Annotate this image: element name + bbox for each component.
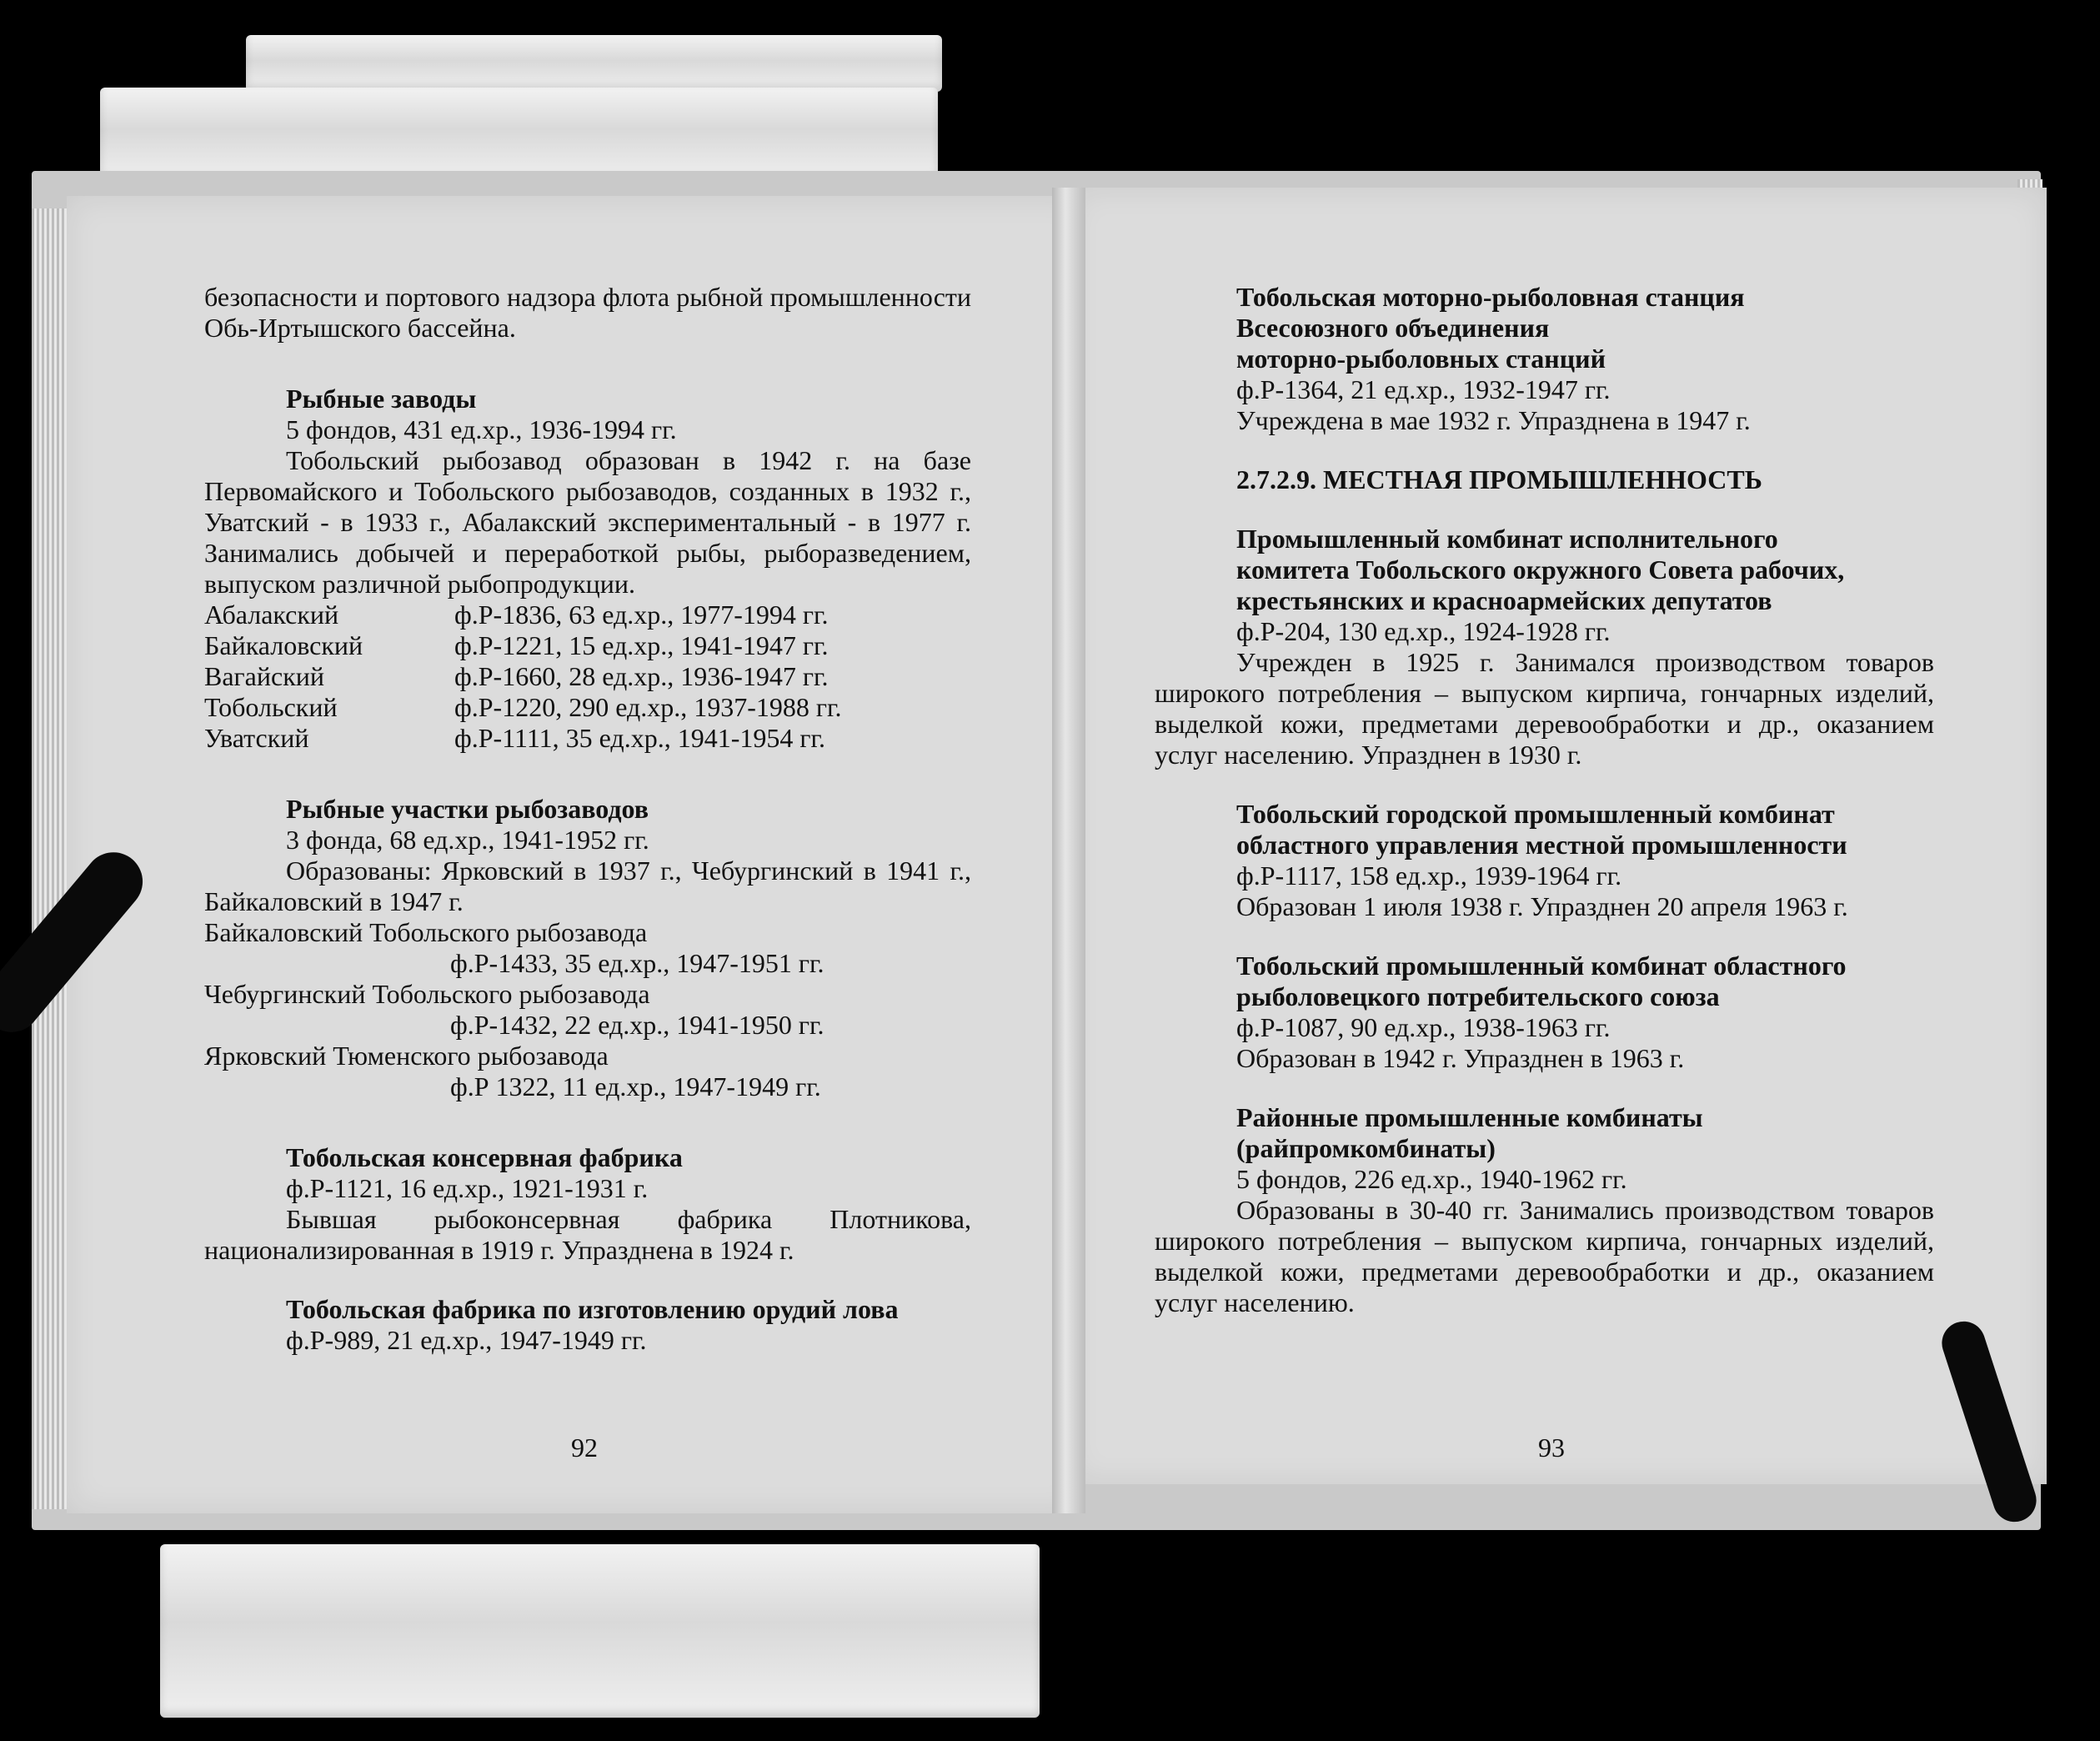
intro-paragraph: безопасности и портового надзора флота рыбной промышленности Обь-Иртышского бассейна. [204,282,971,343]
gear-factory-heading: Тобольская фабрика по изготовлению орудий лова [286,1294,899,1324]
district-combines-summary: 5 фондов, 226 ед.хр., 1940-1962 гг. [1236,1164,1627,1194]
list-item-name: Чебургинский Тобольского рыбозавода [204,979,650,1009]
coop-combine-heading-line-2: рыболовецкого потребительского союза [1236,981,1720,1011]
station-description: Учреждена в мае 1932 г. Упразднена в 1947 г. [1236,405,1751,435]
station-heading-line-2: Всесоюзного объединения [1236,313,1550,343]
coop-combine-description: Образован в 1942 г. Упразднен в 1963 г. [1236,1043,1685,1073]
right-page-text [1155,282,1934,1318]
fish-plants-heading: Рыбные заводы [286,384,477,414]
left-page-text [204,282,971,1356]
list-item: Уватский ф.Р-1111, 35 ед.хр., 1941-1954 гг. [204,723,825,753]
station-fond: ф.Р-1364, 21 ед.хр., 1932-1947 гг. [1236,374,1611,404]
coop-combine-heading-line-1: Тобольский промышленный комбинат областного [1236,951,1847,981]
foam-roll-top [246,35,942,92]
list-item: Байкаловский ф.Р-1221, 15 ед.хр., 1941-1947 гг. [204,630,829,660]
district-combines-heading-line-2: (райпромкомбинаты) [1236,1133,1496,1163]
city-combine-heading-line-1: Тобольский городской промышленный комбинат [1236,799,1835,829]
list-item: Абалакский ф.Р-1836, 63 ед.хр., 1977-1994 гг. [204,600,829,630]
book-spine [1052,188,1085,1513]
page-number-left: 92 [571,1432,598,1463]
city-combine-fond: ф.Р-1117, 158 ед.хр., 1939-1964 гг. [1236,860,1622,891]
fish-sections-description: Образованы: Ярковский в 1937 г., Чебургинский в 1941 г., Байкаловский в 1947 г. [204,855,971,916]
fish-sections-heading: Рыбные участки рыбозаводов [286,794,649,824]
station-heading-line-1: Тобольская моторно-рыболовная станция [1236,282,1745,312]
gear-factory-fond: ф.Р-989, 21 ед.хр., 1947-1949 гг. [286,1325,647,1355]
okrug-combine-heading-line-1: Промышленный комбинат исполнительного [1236,524,1778,554]
list-item-fond: ф.Р-1433, 35 ед.хр., 1947-1951 гг. [450,948,824,978]
list-item-name: Ярковский Тюменского рыбозавода [204,1041,609,1071]
okrug-combine-description: Учрежден в 1925 г. Занимался производством товаров широкого потребления – выпуском кирпича, гончарных изделий, выделкой кожи, предметами деревообработки и др., оказанием услуг населению. Упразднен в 1930 г. [1155,647,1934,770]
fish-plants-summary: 5 фондов, 431 ед.хр., 1936-1994 гг. [286,414,677,444]
fish-sections-summary: 3 фонда, 68 ед.хр., 1941-1952 гг. [286,825,649,855]
city-combine-description: Образован 1 июля 1938 г. Упразднен 20 апреля 1963 г. [1236,891,1848,921]
foam-roll-bottom [160,1544,1040,1718]
list-item: Тобольский ф.Р-1220, 290 ед.хр., 1937-1988 гг. [204,692,842,722]
page-edges-left [32,208,69,1509]
city-combine-heading-line-2: областного управления местной промышленности [1236,830,1847,860]
section-title: 2.7.2.9. МЕСТНАЯ ПРОМЫШЛЕННОСТЬ [1236,464,1762,494]
list-item-name: Байкаловский Тобольского рыбозавода [204,917,648,947]
okrug-combine-heading-line-3: крестьянских и красноармейских депутатов [1236,585,1772,615]
cannery-heading: Тобольская консервная фабрика [286,1142,683,1172]
foam-roll-top-2 [100,88,938,181]
okrug-combine-fond: ф.Р-204, 130 ед.хр., 1924-1928 гг. [1236,616,1611,646]
fish-plants-list [204,600,971,754]
district-combines-description: Образованы в 30-40 гг. Занимались производством товаров широкого потребления – выпуском кирпича, гончарных изделий, выделкой кожи, предметами деревообработки и др., оказанием услуг населению. [1155,1195,1934,1317]
coop-combine-fond: ф.Р-1087, 90 ед.хр., 1938-1963 гг. [1236,1012,1611,1042]
okrug-combine-heading-line-2: комитета Тобольского окружного Совета рабочих, [1236,554,1845,585]
page-number-right: 93 [1538,1432,1565,1463]
cannery-description: Бывшая рыбоконсервная фабрика Плотникова, национализированная в 1919 г. Упразднена в 1924 г. [204,1204,971,1265]
list-item: Вагайский ф.Р-1660, 28 ед.хр., 1936-1947 гг. [204,661,829,691]
cannery-fond: ф.Р-1121, 16 ед.хр., 1921-1931 г. [286,1173,649,1203]
list-item-fond: ф.Р 1322, 11 ед.хр., 1947-1949 гг. [450,1071,821,1101]
list-item-fond: ф.Р-1432, 22 ед.хр., 1941-1950 гг. [450,1010,824,1040]
district-combines-heading-line-1: Районные промышленные комбинаты [1236,1102,1703,1132]
fish-plants-description: Тобольский рыбозавод образован в 1942 г. на базе Первомайского и Тобольского рыбозаводов, созданных в 1932 г., Уватский - в 1933 г., Абалакский экспериментальный - в 1977 г. Занимались добычей и переработкой рыбы, рыборазведением, выпуском различной рыбопродукции. [204,445,971,599]
station-heading-line-3: моторно-рыболовных станций [1236,344,1606,374]
